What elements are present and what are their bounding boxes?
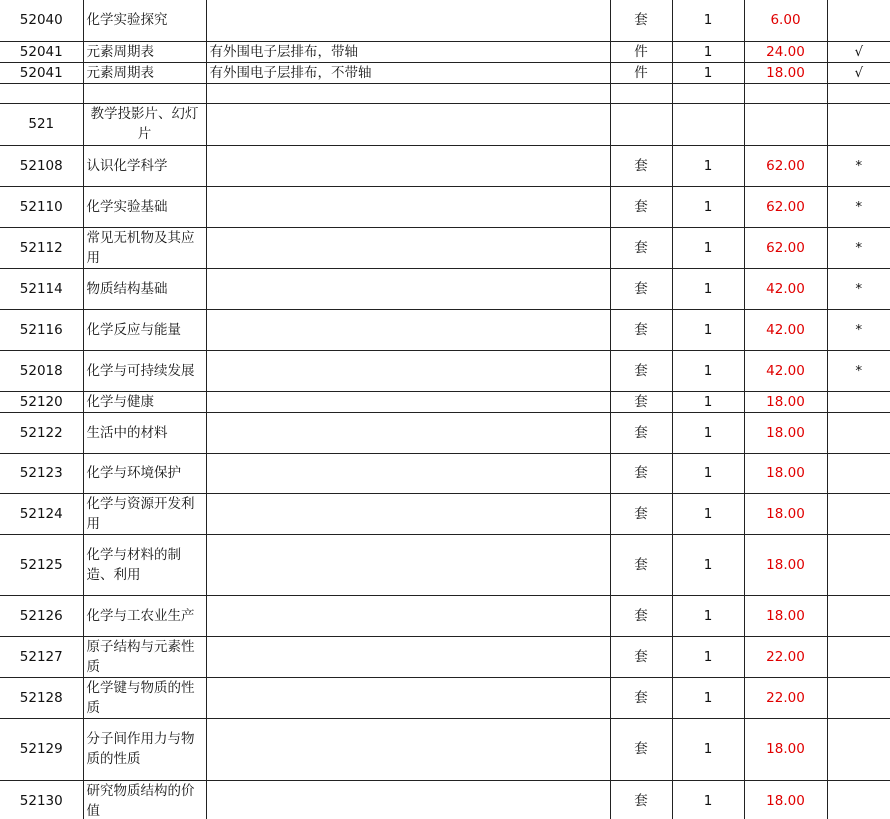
item-code-cell[interactable]: 52114 [0,268,83,309]
item-mark-cell[interactable] [827,412,890,453]
item-qty-cell[interactable]: 1 [672,412,744,453]
item-price-cell[interactable]: 18.00 [744,595,827,636]
item-qty-cell[interactable]: 1 [672,350,744,391]
item-name-cell[interactable]: 原子结构与元素性质 [83,636,206,677]
item-code-cell[interactable]: 52127 [0,636,83,677]
item-qty-cell[interactable]: 1 [672,62,744,83]
item-code-cell[interactable]: 52116 [0,309,83,350]
item-code-cell[interactable]: 52018 [0,350,83,391]
item-qty-cell[interactable]: 1 [672,309,744,350]
item-qty-cell[interactable]: 1 [672,41,744,62]
item-name-cell[interactable] [83,83,206,103]
item-spec-cell[interactable] [206,534,610,595]
item-name-cell[interactable]: 元素周期表 [83,62,206,83]
item-unit-cell[interactable]: 套 [610,391,672,412]
item-qty-cell[interactable]: 1 [672,534,744,595]
item-code-cell[interactable]: 52041 [0,41,83,62]
item-price-cell[interactable]: 42.00 [744,309,827,350]
item-mark-cell[interactable]: * [827,309,890,350]
item-spec-cell[interactable] [206,453,610,493]
item-mark-cell[interactable]: * [827,145,890,186]
item-unit-cell[interactable] [610,103,672,145]
item-qty-cell[interactable]: 1 [672,493,744,534]
item-code-cell[interactable]: 52126 [0,595,83,636]
item-code-cell[interactable]: 52123 [0,453,83,493]
item-qty-cell[interactable]: 1 [672,718,744,780]
item-name-cell[interactable]: 生活中的材料 [83,412,206,453]
item-spec-cell[interactable] [206,227,610,268]
item-mark-cell[interactable]: √ [827,62,890,83]
item-unit-cell[interactable]: 套 [610,780,672,819]
item-unit-cell[interactable]: 件 [610,62,672,83]
item-unit-cell[interactable]: 套 [610,268,672,309]
item-mark-cell[interactable] [827,493,890,534]
item-code-cell[interactable] [0,83,83,103]
item-price-cell[interactable]: 18.00 [744,780,827,819]
item-code-cell[interactable]: 52041 [0,62,83,83]
table-row [0,453,890,493]
item-name-cell[interactable]: 化学反应与能量 [83,309,206,350]
item-price-cell[interactable]: 42.00 [744,350,827,391]
item-unit-cell[interactable]: 套 [610,493,672,534]
item-unit-cell[interactable] [610,83,672,103]
table-row [0,103,890,145]
item-name-cell[interactable]: 化学与工农业生产 [83,595,206,636]
item-qty-cell[interactable]: 1 [672,677,744,718]
item-unit-cell[interactable]: 套 [610,595,672,636]
item-spec-cell[interactable] [206,391,610,412]
item-code-cell[interactable]: 52040 [0,0,83,41]
item-unit-cell[interactable]: 套 [610,718,672,780]
table-row [0,83,890,103]
item-spec-cell[interactable] [206,186,610,227]
item-name-cell[interactable]: 化学与材料的制造、利用 [83,534,206,595]
table-row [0,636,890,677]
item-spec-cell[interactable]: 有外围电子层排布，不带轴 [206,62,610,83]
table-row [0,227,890,268]
item-code-cell[interactable]: 52122 [0,412,83,453]
item-name-cell[interactable]: 元素周期表 [83,41,206,62]
item-name-cell[interactable]: 化学与健康 [83,391,206,412]
item-mark-cell[interactable] [827,780,890,819]
item-price-cell[interactable]: 42.00 [744,268,827,309]
item-spec-cell[interactable] [206,309,610,350]
table-row [0,780,890,819]
item-qty-cell[interactable]: 1 [672,268,744,309]
table-row [0,309,890,350]
item-code-cell[interactable]: 52120 [0,391,83,412]
item-unit-cell[interactable]: 套 [610,636,672,677]
item-price-cell[interactable]: 18.00 [744,534,827,595]
item-qty-cell[interactable]: 1 [672,391,744,412]
item-spec-cell[interactable] [206,677,610,718]
item-spec-cell[interactable] [206,718,610,780]
item-mark-cell[interactable] [827,677,890,718]
item-unit-cell[interactable]: 套 [610,350,672,391]
table-row [0,534,890,595]
item-qty-cell[interactable] [672,83,744,103]
item-qty-cell[interactable]: 1 [672,145,744,186]
item-price-cell[interactable]: 18.00 [744,412,827,453]
item-qty-cell[interactable]: 1 [672,636,744,677]
item-spec-cell[interactable] [206,412,610,453]
item-name-cell[interactable]: 教学投影片、幻灯片 [83,103,206,145]
item-unit-cell[interactable]: 套 [610,145,672,186]
item-name-cell[interactable]: 化学与资源开发利用 [83,493,206,534]
item-mark-cell[interactable]: * [827,268,890,309]
item-name-cell[interactable]: 化学实验探究 [83,0,206,41]
item-price-cell[interactable]: 18.00 [744,718,827,780]
item-mark-cell[interactable] [827,391,890,412]
item-name-cell[interactable]: 化学实验基础 [83,186,206,227]
item-mark-cell[interactable] [827,83,890,103]
item-price-cell[interactable]: 62.00 [744,186,827,227]
item-price-cell[interactable] [744,83,827,103]
item-code-cell[interactable]: 52129 [0,718,83,780]
table-row [0,391,890,412]
item-price-cell[interactable]: 18.00 [744,493,827,534]
item-unit-cell[interactable]: 套 [610,227,672,268]
item-price-cell[interactable] [744,103,827,145]
item-qty-cell[interactable]: 1 [672,186,744,227]
item-price-cell[interactable]: 22.00 [744,636,827,677]
item-code-cell[interactable]: 52112 [0,227,83,268]
item-unit-cell[interactable]: 套 [610,309,672,350]
item-spec-cell[interactable] [206,350,610,391]
item-spec-cell[interactable] [206,595,610,636]
item-name-cell[interactable]: 分子间作用力与物质的性质 [83,718,206,780]
item-code-cell[interactable]: 52108 [0,145,83,186]
item-code-cell[interactable]: 52110 [0,186,83,227]
item-price-cell[interactable]: 62.00 [744,145,827,186]
item-mark-cell[interactable]: * [827,227,890,268]
item-mark-cell[interactable] [827,718,890,780]
item-mark-cell[interactable] [827,103,890,145]
item-spec-cell[interactable] [206,268,610,309]
item-mark-cell[interactable] [827,534,890,595]
table-row [0,718,890,780]
item-name-cell[interactable]: 化学键与物质的性质 [83,677,206,718]
item-code-cell[interactable]: 52130 [0,780,83,819]
item-qty-cell[interactable] [672,103,744,145]
table-row [0,41,890,62]
item-price-cell[interactable]: 6.00 [744,0,827,41]
item-price-cell[interactable]: 24.00 [744,41,827,62]
item-name-cell[interactable]: 认识化学科学 [83,145,206,186]
item-unit-cell[interactable]: 套 [610,0,672,41]
item-unit-cell[interactable]: 套 [610,677,672,718]
item-spec-cell[interactable] [206,83,610,103]
table-row [0,595,890,636]
item-code-cell[interactable]: 52124 [0,493,83,534]
table-row [0,0,890,41]
item-name-cell[interactable]: 物质结构基础 [83,268,206,309]
item-qty-cell[interactable]: 1 [672,595,744,636]
item-name-cell[interactable]: 化学与环境保护 [83,453,206,493]
item-mark-cell[interactable] [827,636,890,677]
item-spec-cell[interactable] [206,780,610,819]
item-qty-cell[interactable]: 1 [672,453,744,493]
item-code-cell[interactable]: 52128 [0,677,83,718]
item-price-cell[interactable]: 18.00 [744,391,827,412]
item-spec-cell[interactable] [206,145,610,186]
item-price-cell[interactable]: 62.00 [744,227,827,268]
table-row [0,493,890,534]
item-qty-cell[interactable]: 1 [672,227,744,268]
item-qty-cell[interactable]: 1 [672,0,744,41]
item-mark-cell[interactable] [827,595,890,636]
item-mark-cell[interactable]: * [827,350,890,391]
item-name-cell[interactable]: 化学与可持续发展 [83,350,206,391]
item-unit-cell[interactable]: 套 [610,186,672,227]
table-row [0,677,890,718]
table-row [0,412,890,453]
item-code-cell[interactable]: 52125 [0,534,83,595]
table-row [0,62,890,83]
item-spec-cell[interactable] [206,493,610,534]
item-unit-cell[interactable]: 套 [610,412,672,453]
item-price-cell[interactable]: 18.00 [744,62,827,83]
item-spec-cell[interactable]: 有外围电子层排布，带轴 [206,41,610,62]
item-unit-cell[interactable]: 套 [610,453,672,493]
table-row [0,145,890,186]
item-name-cell[interactable]: 常见无机物及其应用 [83,227,206,268]
item-name-cell[interactable]: 研究物质结构的价值 [83,780,206,819]
item-spec-cell[interactable] [206,103,610,145]
table-row [0,268,890,309]
item-code-cell[interactable]: 521 [0,103,83,145]
item-price-cell[interactable]: 22.00 [744,677,827,718]
item-spec-cell[interactable] [206,636,610,677]
item-qty-cell[interactable]: 1 [672,780,744,819]
item-price-cell[interactable]: 18.00 [744,453,827,493]
item-mark-cell[interactable]: √ [827,41,890,62]
item-unit-cell[interactable]: 套 [610,534,672,595]
table-row [0,186,890,227]
item-mark-cell[interactable] [827,453,890,493]
table-row [0,350,890,391]
item-unit-cell[interactable]: 件 [610,41,672,62]
item-spec-cell[interactable] [206,0,610,41]
item-mark-cell[interactable]: * [827,186,890,227]
item-mark-cell[interactable] [827,0,890,41]
